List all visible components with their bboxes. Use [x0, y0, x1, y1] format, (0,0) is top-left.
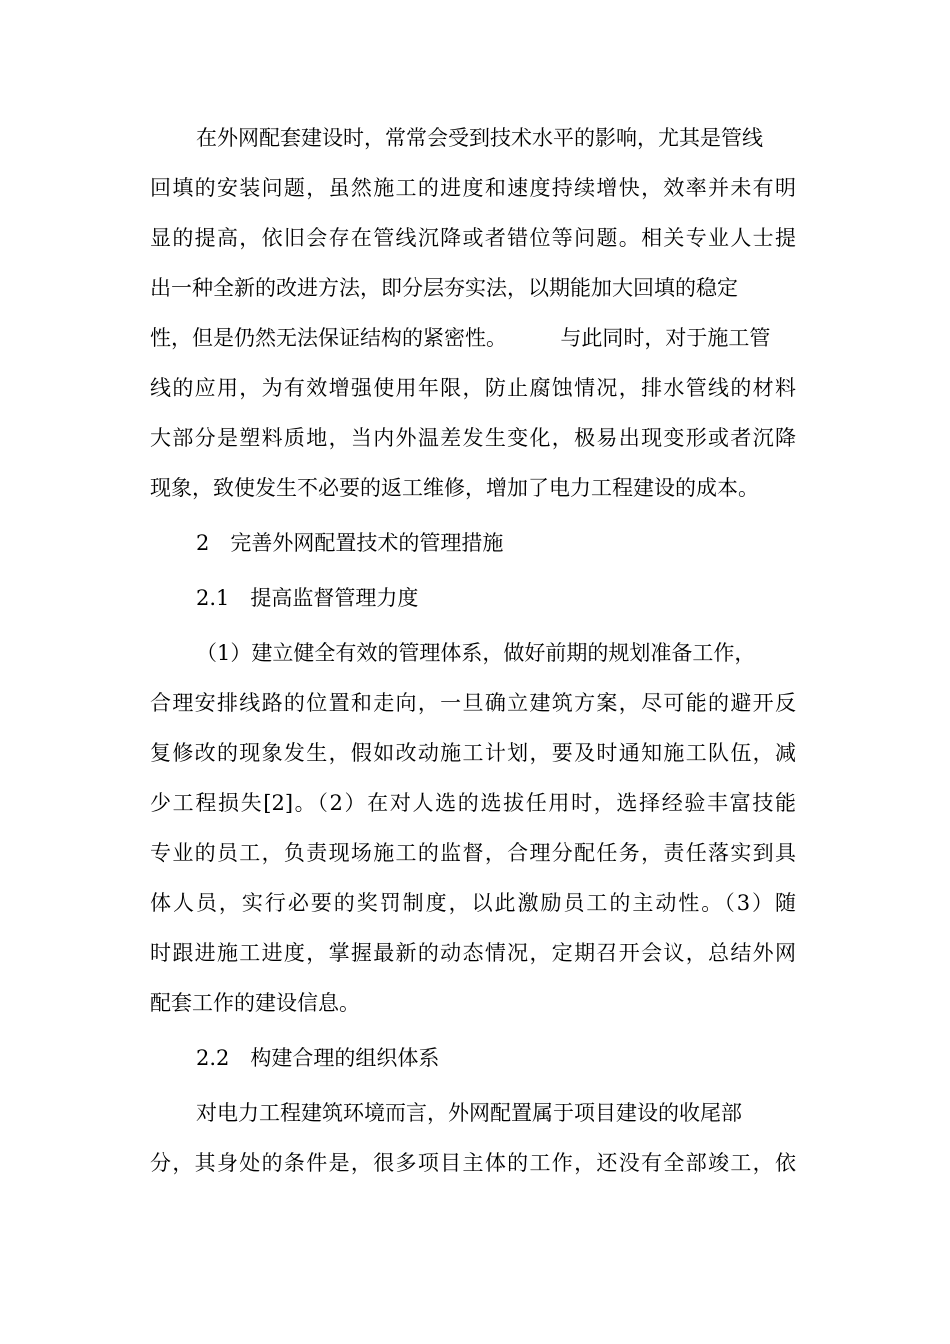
paragraph-line: 对电力工程建筑环境而言，外网配置属于项目建设的收尾部: [196, 1101, 742, 1125]
paragraph-line: 显的提高，依旧会存在管线沉降或者错位等问题。相关专业人士提: [150, 226, 796, 250]
paragraph-line: 配套工作的建设信息。: [150, 991, 360, 1015]
paragraph-line: 专业的员工，负责现场施工的监督，合理分配任务，责任落实到具: [150, 841, 796, 865]
paragraph-line: 线的应用，为有效增强使用年限，防止腐蚀情况，排水管线的材料: [150, 376, 796, 400]
paragraph-line: 体人员，实行必要的奖罚制度，以此激励员工的主动性。（3）随: [150, 891, 796, 915]
section-heading: 2 完善外网配置技术的管理措施: [196, 531, 504, 555]
paragraph-line: 在外网配套建设时，常常会受到技术水平的影响，尤其是管线: [196, 126, 763, 150]
paragraph-line: 大部分是塑料质地，当内外温差发生变化，极易出现变形或者沉降: [150, 426, 796, 450]
paragraph-line: （1）建立健全有效的管理体系，做好前期的规划准备工作，: [196, 641, 756, 665]
paragraph-line: 分，其身处的条件是，很多项目主体的工作，还没有全部竣工，依: [150, 1151, 796, 1175]
paragraph-line: 出一种全新的改进方法，即分层夯实法，以期能加大回填的稳定: [150, 276, 738, 300]
paragraph-line: 少工程损失[2]。（2）在对人选的选拔任用时，选择经验丰富技能: [150, 791, 796, 815]
paragraph-line: 现象，致使发生不必要的返工维修，增加了电力工程建设的成本。: [150, 476, 759, 500]
paragraph-line: 复修改的现象发生，假如改动施工计划，要及时通知施工队伍，减: [150, 741, 796, 765]
paragraph-line: 性，但是仍然无法保证结构的紧密性。 与此同时，对于施工管: [150, 326, 771, 350]
paragraph-line: 回填的安装问题，虽然施工的进度和速度持续增快，效率并未有明: [150, 176, 796, 200]
paragraph-line: 合理安排线路的位置和走向，一旦确立建筑方案，尽可能的避开反: [150, 691, 796, 715]
paragraph-line: 时跟进施工进度，掌握最新的动态情况，定期召开会议，总结外网: [150, 941, 796, 965]
subsection-heading: 2.2 构建合理的组织体系: [196, 1046, 440, 1070]
subsection-heading: 2.1 提高监督管理力度: [196, 586, 419, 610]
